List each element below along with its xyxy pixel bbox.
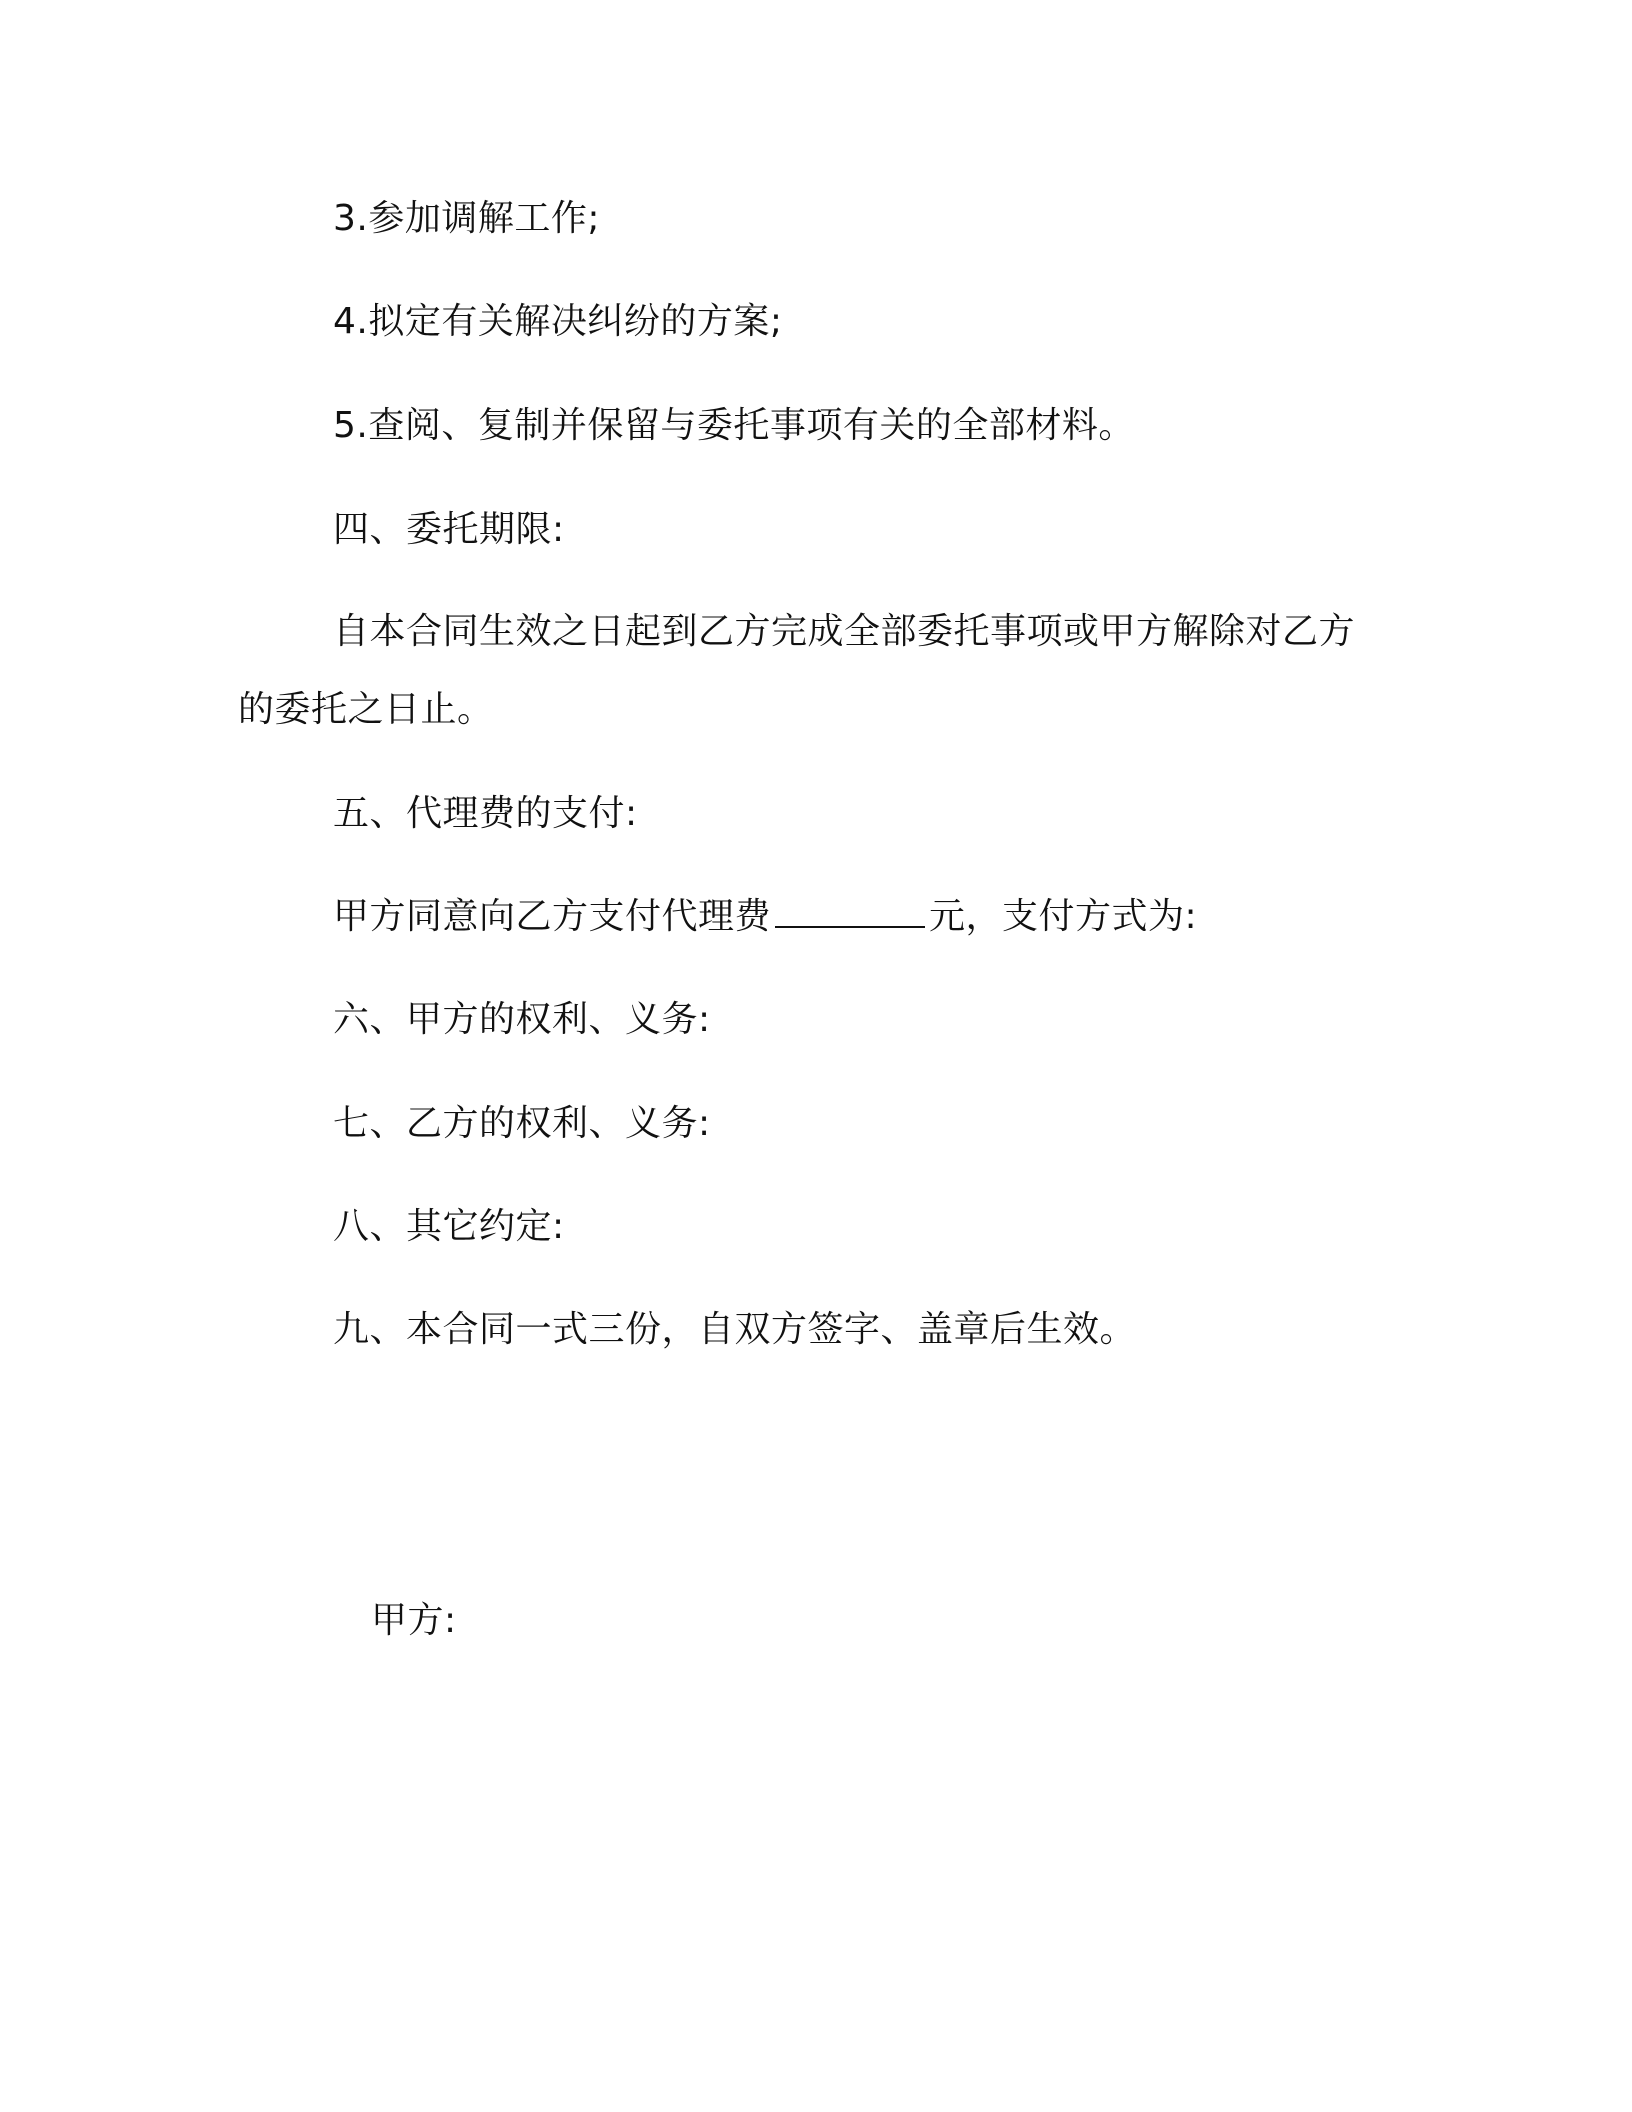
signature-party-a: 甲方:: [371, 1600, 457, 1641]
term-paragraph-line-2: 的委托之日止。: [238, 689, 494, 730]
section-6-heading: 六、甲方的权利、义务:: [333, 999, 711, 1040]
section-5-heading: 五、代理费的支付:: [333, 793, 638, 834]
item-3: 3.参加调解工作;: [333, 198, 600, 239]
item-5: 5.查阅、复制并保留与委托事项有关的全部材料。: [333, 405, 1135, 446]
section-7-heading: 七、乙方的权利、义务:: [333, 1103, 711, 1144]
term-paragraph-line-1: 自本合同生效之日起到乙方完成全部委托事项或甲方解除对乙方: [333, 611, 1356, 652]
fee-paragraph: [333, 893, 1197, 941]
item-4: 4.拟定有关解决纠纷的方案;: [333, 301, 783, 342]
section-8-heading: 八、其它约定:: [333, 1206, 565, 1247]
fee-amount-blank: [775, 894, 925, 928]
section-9-heading: 九、本合同一式三份，自双方签字、盖章后生效。: [333, 1309, 1137, 1350]
fee-text-after: 元，支付方式为:: [929, 896, 1198, 937]
section-4-heading: 四、委托期限:: [333, 509, 565, 550]
fee-text-before: 甲方同意向乙方支付代理费: [333, 896, 772, 937]
